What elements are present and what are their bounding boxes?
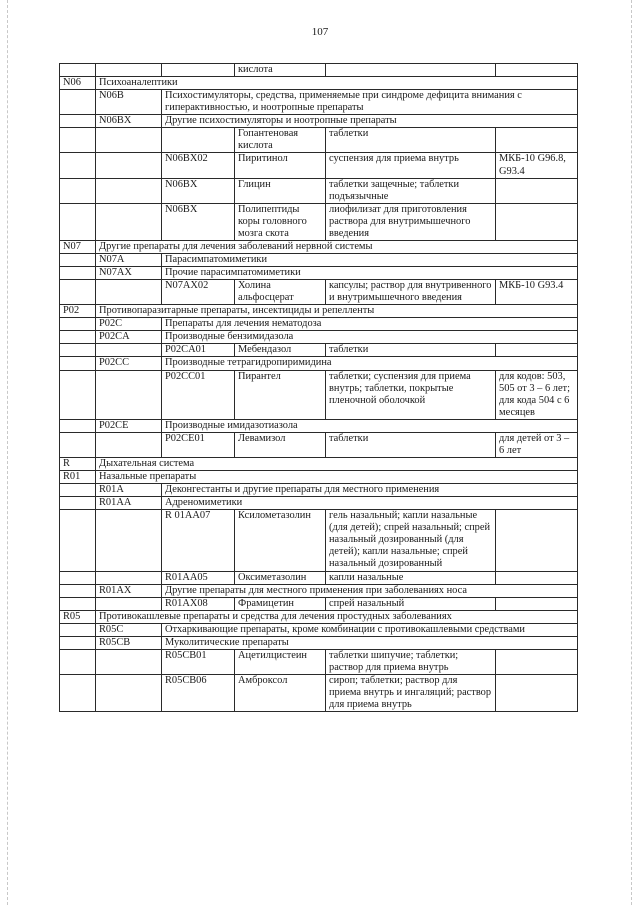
table-cell [496, 571, 578, 584]
table-cell [60, 64, 96, 77]
table-cell: Психостимуляторы, средства, применяемые при синдроме дефицита внимания с гиперактивностью, и ноотропные препараты [162, 90, 578, 115]
table-cell: Другие препараты для лечения заболеваний нервной системы [96, 240, 578, 253]
table-row [60, 457, 578, 470]
table-row [60, 64, 578, 77]
table-cell [96, 571, 162, 584]
table-row [60, 240, 578, 253]
scan-edge-left [7, 0, 8, 905]
table-cell: таблетки защечные; таблетки подъязычные [326, 178, 496, 203]
table-cell: Адреномиметики [162, 497, 578, 510]
table-cell: Деконгестанты и другие препараты для местного применения [162, 484, 578, 497]
table-cell [496, 649, 578, 674]
table-cell [60, 331, 96, 344]
table-cell [96, 597, 162, 610]
table-cell [326, 64, 496, 77]
table-cell: Производные бензимидазола [162, 331, 578, 344]
table-cell: Отхаркивающие препараты, кроме комбинации с противокашлевыми средствами [162, 623, 578, 636]
table-row [60, 331, 578, 344]
table-cell: R01AX [96, 584, 162, 597]
table-row [60, 90, 578, 115]
table-cell: R 01AA07 [162, 510, 235, 571]
table-cell [96, 675, 162, 712]
table-cell: R01AA05 [162, 571, 235, 584]
table-row [60, 432, 578, 457]
table-cell: P02C [96, 318, 162, 331]
table-cell: P02 [60, 305, 96, 318]
table-cell [60, 584, 96, 597]
table-cell: Пиритинол [235, 153, 326, 178]
table-cell [96, 649, 162, 674]
table-row [60, 597, 578, 610]
table-cell: Оксиметазолин [235, 571, 326, 584]
table-cell: гель назальный; капли назальные (для детей); спрей назальный; спрей назальный дозированный (для детей); капли назальные; спрей назальный дозированный [326, 510, 496, 571]
table-cell: таблетки; суспензия для приема внутрь; таблетки, покрытые пленочной оболочкой [326, 370, 496, 419]
drug-list-table [59, 63, 577, 712]
table-cell: N07AX [96, 267, 162, 280]
table-cell [60, 370, 96, 419]
table-cell [60, 623, 96, 636]
table-cell: капсулы; раствор для внутривенного и внутримышечного введения [326, 280, 496, 305]
table-cell: N06 [60, 77, 96, 90]
table-cell [60, 280, 96, 305]
table-row [60, 153, 578, 178]
table-cell [96, 432, 162, 457]
table-cell: Противопаразитарные препараты, инсектициды и репелленты [96, 305, 578, 318]
table-cell: N07AX02 [162, 280, 235, 305]
table-row [60, 571, 578, 584]
table-cell: лиофилизат для приготовления раствора для внутримышечного введения [326, 203, 496, 240]
table-cell: N06BX02 [162, 153, 235, 178]
table-cell: Другие препараты для местного применения при заболеваниях носа [162, 584, 578, 597]
table-cell [496, 203, 578, 240]
table-cell: таблетки [326, 432, 496, 457]
table-cell: суспензия для приема внутрь [326, 153, 496, 178]
table-row [60, 115, 578, 128]
table-cell [96, 370, 162, 419]
table-cell: R01AX08 [162, 597, 235, 610]
table-cell: МКБ-10 G93.4 [496, 280, 578, 305]
table-cell: N07 [60, 240, 96, 253]
table-cell: таблетки [326, 128, 496, 153]
table-cell [96, 153, 162, 178]
table-cell: Ксилометазолин [235, 510, 326, 571]
table-cell [60, 253, 96, 266]
table-row [60, 203, 578, 240]
table-cell: Производные тетрагидропиримидина [162, 357, 578, 370]
table-cell: R [60, 457, 96, 470]
table-cell [60, 153, 96, 178]
table-cell: R05CB01 [162, 649, 235, 674]
table-cell: Ацетилцистеин [235, 649, 326, 674]
table-row [60, 267, 578, 280]
table-cell: Муколитические препараты [162, 636, 578, 649]
table-cell: кислота [235, 64, 326, 77]
table-cell [60, 510, 96, 571]
table-cell: N06BX [96, 115, 162, 128]
table-row [60, 178, 578, 203]
table-cell [60, 432, 96, 457]
table-row [60, 344, 578, 357]
table-row [60, 675, 578, 712]
table-cell: P02CC01 [162, 370, 235, 419]
table-cell: спрей назальный [326, 597, 496, 610]
table-cell [60, 90, 96, 115]
table-row [60, 370, 578, 419]
table-row [60, 305, 578, 318]
table-cell [60, 419, 96, 432]
table-cell [96, 203, 162, 240]
table-cell [60, 357, 96, 370]
table-cell: таблетки [326, 344, 496, 357]
table-cell [60, 344, 96, 357]
table-cell: Прочие парасимпатомиметики [162, 267, 578, 280]
table-cell [96, 344, 162, 357]
table-cell [96, 280, 162, 305]
table-cell: R05CB [96, 636, 162, 649]
table-cell: для детей от 3 – 6 лет [496, 432, 578, 457]
table-cell: N06BX [162, 203, 235, 240]
table-cell: N07A [96, 253, 162, 266]
table-cell: N06BX [162, 178, 235, 203]
table-cell: для кодов: 503, 505 от 3 – 6 лет; для кода 504 с 6 месяцев [496, 370, 578, 419]
table-row [60, 77, 578, 90]
table-cell [496, 64, 578, 77]
table-row [60, 636, 578, 649]
page-number: 107 [311, 26, 329, 38]
table-cell: Амброксол [235, 675, 326, 712]
table-cell [60, 636, 96, 649]
table-cell [496, 510, 578, 571]
table-row [60, 610, 578, 623]
table-cell: Левамизол [235, 432, 326, 457]
table-cell: R01 [60, 471, 96, 484]
table-cell: Холина альфосцерат [235, 280, 326, 305]
table-cell: Гопантеновая кислота [235, 128, 326, 153]
table-cell: Противокашлевые препараты и средства для лечения простудных заболеваниях [96, 610, 578, 623]
table-cell: сироп; таблетки; раствор для приема внутрь и ингаляций; раствор для приема внутрь [326, 675, 496, 712]
table-cell [496, 675, 578, 712]
table-cell: N06B [96, 90, 162, 115]
table-cell [162, 64, 235, 77]
table-cell [60, 203, 96, 240]
table-cell [162, 128, 235, 153]
table-row [60, 484, 578, 497]
table-cell [496, 597, 578, 610]
table-cell [96, 128, 162, 153]
table-cell [496, 344, 578, 357]
table-body [60, 64, 578, 712]
table-cell [60, 128, 96, 153]
table-cell: Парасимпатомиметики [162, 253, 578, 266]
table-cell: P02CE [96, 419, 162, 432]
table-cell [60, 178, 96, 203]
table-cell: Фрамицетин [235, 597, 326, 610]
table-cell: P02CC [96, 357, 162, 370]
table-row [60, 128, 578, 153]
table-cell [96, 510, 162, 571]
table-cell [496, 128, 578, 153]
table-cell: Производные имидазотиазола [162, 419, 578, 432]
table-cell: МКБ-10 G96.8, G93.4 [496, 153, 578, 178]
table-cell [60, 649, 96, 674]
table-cell: P02CE01 [162, 432, 235, 457]
table-cell: Психоаналептики [96, 77, 578, 90]
table-cell [60, 675, 96, 712]
table-cell [96, 178, 162, 203]
table-row [60, 584, 578, 597]
table-row [60, 510, 578, 571]
table-cell: Дыхательная система [96, 457, 578, 470]
table-row [60, 649, 578, 674]
table-cell: R05CB06 [162, 675, 235, 712]
table-cell: капли назальные [326, 571, 496, 584]
table-row [60, 253, 578, 266]
table-row [60, 357, 578, 370]
table-cell [60, 497, 96, 510]
table-cell [60, 571, 96, 584]
table-cell [60, 267, 96, 280]
table-cell: R01A [96, 484, 162, 497]
table-cell: R01AA [96, 497, 162, 510]
table-cell: P02CA [96, 331, 162, 344]
table-cell [60, 484, 96, 497]
table-row [60, 471, 578, 484]
table-cell: Препараты для лечения нематодоза [162, 318, 578, 331]
table-cell [60, 597, 96, 610]
table-cell [496, 178, 578, 203]
table-cell: Назальные препараты [96, 471, 578, 484]
table-cell: Глицин [235, 178, 326, 203]
table-row [60, 280, 578, 305]
table-cell: P02CA01 [162, 344, 235, 357]
scan-edge-right [631, 0, 632, 905]
table-cell: Мебендазол [235, 344, 326, 357]
table-cell: Другие психостимуляторы и ноотропные препараты [162, 115, 578, 128]
table-cell [60, 318, 96, 331]
table-row [60, 497, 578, 510]
table-cell: Полипептиды коры головного мозга скота [235, 203, 326, 240]
table-cell [96, 64, 162, 77]
table-row [60, 419, 578, 432]
table-cell: R05C [96, 623, 162, 636]
table-cell [60, 115, 96, 128]
table-cell: Пирантел [235, 370, 326, 419]
table-row [60, 318, 578, 331]
table-row [60, 623, 578, 636]
table-cell: таблетки шипучие; таблетки; раствор для приема внутрь [326, 649, 496, 674]
table-cell: R05 [60, 610, 96, 623]
